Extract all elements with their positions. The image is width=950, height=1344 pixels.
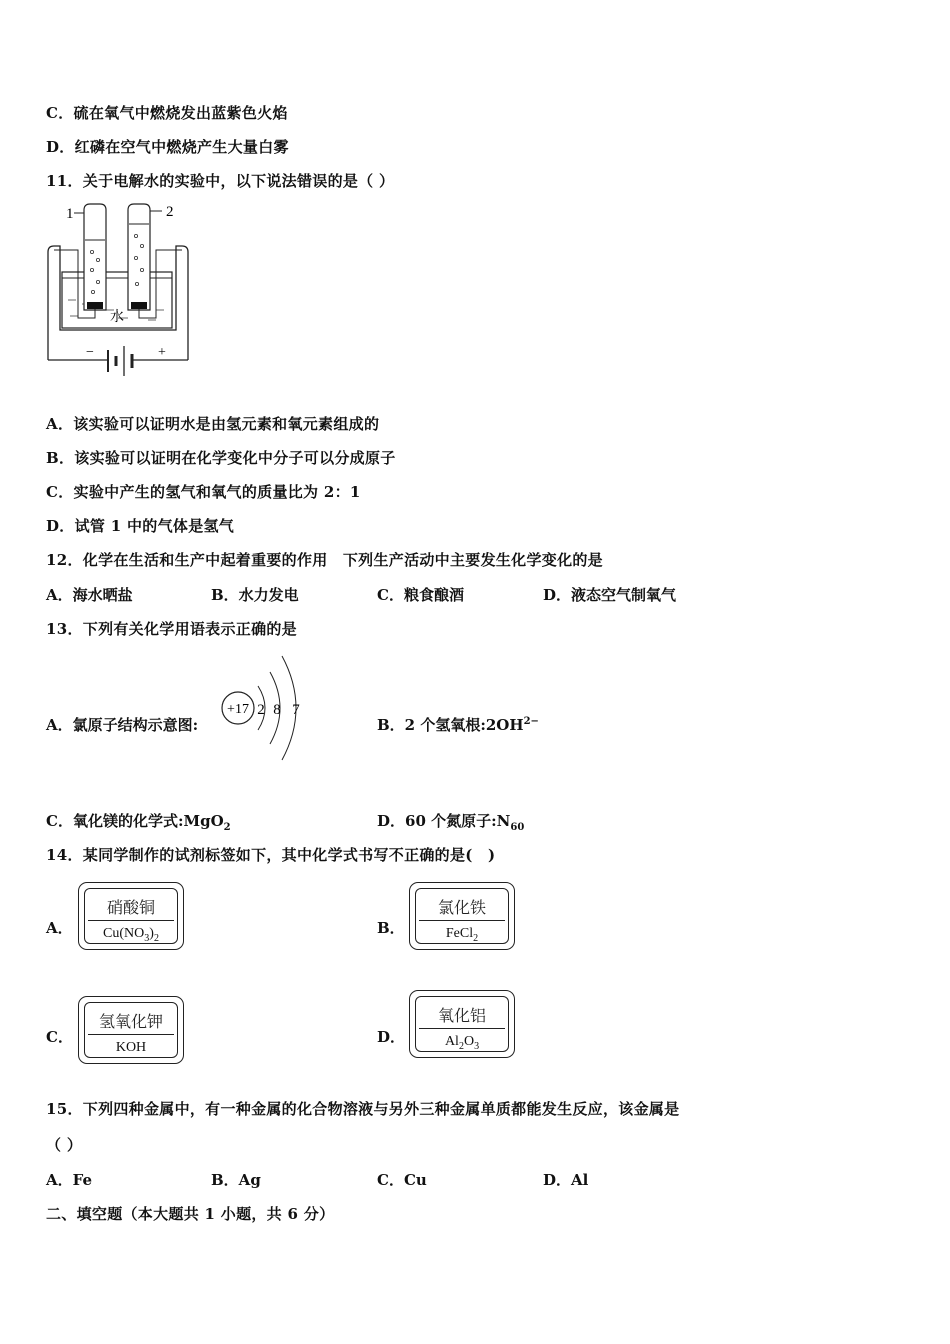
electrolysis-diagram [44,200,194,386]
q15-option-d: D．Al [543,1171,589,1189]
water-label: 水 [110,310,124,325]
reagent-label-c-divider [88,1034,174,1035]
reagent-label-d [409,990,515,1058]
q13-stem: 13．下列有关化学用语表示正确的是 [46,620,297,638]
reagent-label-c [78,996,184,1064]
chlorine-atom-diagram [218,652,308,764]
negative-terminal-label: − [86,345,94,360]
formula-c-part1: KOH [115,1040,147,1055]
q13-option-d-text: D．60 个氮原子:N [377,812,511,830]
reagent-label-a-name: 硝酸铜 [106,898,155,917]
reagent-label-b-formula [416,926,508,944]
reagent-label-d-border [415,996,509,1052]
shell-3-count: 7 [292,702,300,718]
q15-stem-continued: （ ） [46,1136,83,1154]
q12-stem: 12．化学在生活和生产中起着重要的作用 下列生产活动中主要发生化学变化的是 [46,551,603,569]
reagent-label-b-border [415,888,509,944]
formula-d-part2: O [463,1034,475,1049]
q11-option-a: A．该实验可以证明水是由氢元素和氧元素组成的 [46,415,380,433]
reagent-label-c-formula [85,1040,177,1056]
reagent-label-b [409,882,515,950]
q11-stem: 11．关于电解水的实验中，以下说法错误的是（ ） [46,172,395,190]
q12-option-c: C．粮食酿酒 [377,586,464,604]
q13-option-b [377,714,539,735]
q11-option-b: B．该实验可以证明在化学变化中分子可以分成原子 [46,449,396,467]
q15-option-c: C．Cu [377,1171,427,1189]
q13-option-c-subscript: 2 [223,822,231,833]
q13-option-a: A．氯原子结构示意图: [46,716,199,734]
reagent-label-d-formula [416,1034,508,1052]
q13-option-c-text: C．氧化镁的化学式:MgO [46,812,224,830]
q13-option-d-subscript: 60 [510,822,525,833]
q14-option-d-letter: D． [377,1028,406,1046]
reagent-label-a-divider [88,920,174,921]
formula-a-sub1: 3 [144,932,150,944]
q12-option-b: B．水力发电 [211,586,299,604]
q10-option-c: C．硫在氧气中燃烧发出蓝紫色火焰 [46,104,288,122]
section-2-title: 二、填空题（本大题共 1 小题，共 6 分） [46,1205,335,1223]
reagent-label-a-formula [85,926,177,944]
shell-2-count: 8 [273,702,281,718]
q11-option-c: C．实验中产生的氢气和氧气的质量比为 2：1 [46,483,361,501]
formula-b-sub1: 2 [473,932,479,944]
reagent-label-a-border [84,888,178,944]
reagent-label-b-divider [419,920,505,921]
q12-option-d: D．液态空气制氧气 [543,586,677,604]
q13-option-b-text: B．2 个氢氧根:2OH [377,716,524,734]
q14-option-b-letter: B． [377,919,405,937]
reagent-label-c-name: 氢氧化钾 [98,1012,163,1031]
formula-a-sub2: 2 [153,932,159,944]
reagent-label-d-divider [419,1028,505,1029]
formula-b-part1: FeCl [445,926,474,941]
reagent-label-d-name: 氧化铝 [437,1006,486,1025]
q14-option-a-letter: A． [46,919,73,937]
q11-option-d: D．试管 1 中的气体是氢气 [46,517,235,535]
q15-option-b: B．Ag [211,1171,261,1189]
q10-option-d: D．红磷在空气中燃烧产生大量白雾 [46,138,289,156]
nucleus-charge: +17 [227,702,249,717]
formula-d-part1: Al [444,1034,459,1049]
shell-1-count: 2 [257,702,265,718]
reagent-label-c-border [84,1002,178,1058]
tube2-label: 2 [166,204,174,220]
q14-stem: 14．某同学制作的试剂标签如下，其中化学式书写不正确的是( ) [46,846,496,864]
reagent-label-a [78,882,184,950]
formula-d-sub2: 3 [474,1040,480,1052]
q14-option-c-letter: C． [46,1028,73,1046]
formula-a-part2: ) [149,926,154,941]
q13-option-b-charge: 2− [523,716,539,727]
q12-option-a: A．海水晒盐 [46,586,133,604]
formula-d-sub1: 2 [458,1040,464,1052]
q13-option-d [377,810,524,833]
q13-option-c [46,810,231,833]
formula-a-part1: Cu(NO [103,926,145,941]
tube1-label: 1 [66,206,74,222]
reagent-label-b-name: 氯化铁 [437,898,486,917]
q15-stem: 15．下列四种金属中，有一种金属的化合物溶液与另外三种金属单质都能发生反应，该金属是 [46,1100,680,1118]
positive-terminal-label: + [158,345,166,360]
q15-option-a: A．Fe [46,1171,93,1189]
